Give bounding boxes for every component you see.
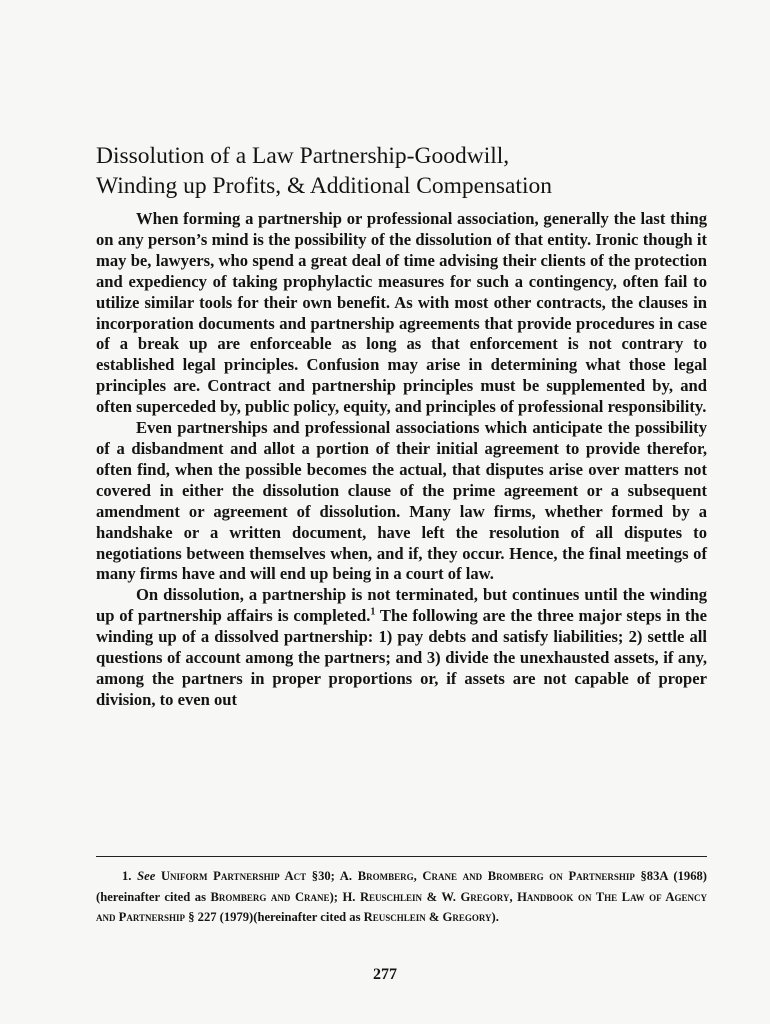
title-line-2: Winding up Profits, & Additional Compensation [96, 173, 552, 199]
article-title [96, 141, 716, 201]
paragraph-2: Even partnerships and professional associations which anticipate the possibility of a disbandment and allot a portion of their initial agreement to provide therefor, often find, when the possible becomes the actual, that disputes arise over matters not covered in either the dissolution clause of the prime agreement or a subsequent amendment or agreement of dissolution. Many law firms, whether formed by a handshake or a written document, have left the resolution of all disputes to negotiations between themselves when, and if, they occur. Hence, the final meetings of many firms have and will end up being in a court of law. [96, 418, 707, 584]
paragraph-3-part-2: The following are the three major steps in the winding up of a dissolved partnership: 1) pay debts and satisfy liabilities; 2) settle all questions of account among the partners; and 3) divide the unexhausted assets, if any, among the partners in proper proportions or, if assets are not capable of proper division, to even out [96, 606, 707, 709]
footnote-1 [96, 866, 707, 928]
footnote-authority-2: Bromberg, Crane and Bromberg on Partnership [357, 869, 635, 883]
footnote-text-1: §30; A. [306, 869, 358, 883]
footnote-text-4: & W. [422, 889, 461, 904]
footnote-authority-4: Reuschlein [359, 889, 423, 904]
title-line-1: Dissolution of a Law Partnership-Goodwill, [96, 143, 510, 169]
footnote-authority-5: Gregory, Handbook on The Law of Agency and Partnership [96, 889, 708, 925]
footnote-authority-6: Reuschlein & Gregory [363, 910, 492, 925]
footnote-authority-3: Bromberg and Crane [210, 889, 330, 904]
paragraph-1: When forming a partnership or professional association, generally the last thing on any person’s mind is the possibility of the dissolution of that entity. Ironic though it may be, lawyers, who spend a great deal of time advising their clients of the protection and expediency of taking prophylactic measures for such a contingency, often fail to utilize similar tools for their own benefit. As with most other contracts, the clauses in incorporation documents and partnership agreements that provide procedures in case of a break up are enforceable as long as that enforcement is not contrary to established legal principles. Confusion may arise in determining what those legal principles are. Contract and partnership principles must be supplemented by, and often superceded by, public policy, equity, and principles of professional responsibility. [96, 209, 707, 417]
footnote-divider [96, 856, 707, 857]
footnote-text-6: ). [491, 910, 499, 925]
footnote-number: 1. [122, 869, 132, 883]
footnote-see: See [137, 869, 156, 883]
body-text [96, 209, 707, 711]
paragraph-3 [96, 585, 707, 710]
footnote-text-5: § 227 (1979)(hereinafter cited as [185, 910, 364, 925]
footnote-text-2: §83A (1968)(hereinafter cited as [96, 869, 707, 904]
footnote-text-3: ); H. [329, 889, 360, 904]
footnote-authority-1: Uniform Partnership Act [160, 869, 307, 883]
paragraph-3-part-1: On dissolution, a partnership is not terminated, but continues until the winding up of partnership affairs is completed. [96, 585, 707, 626]
page-number: 277 [373, 966, 397, 983]
footnote-reference: 1 [370, 606, 376, 618]
